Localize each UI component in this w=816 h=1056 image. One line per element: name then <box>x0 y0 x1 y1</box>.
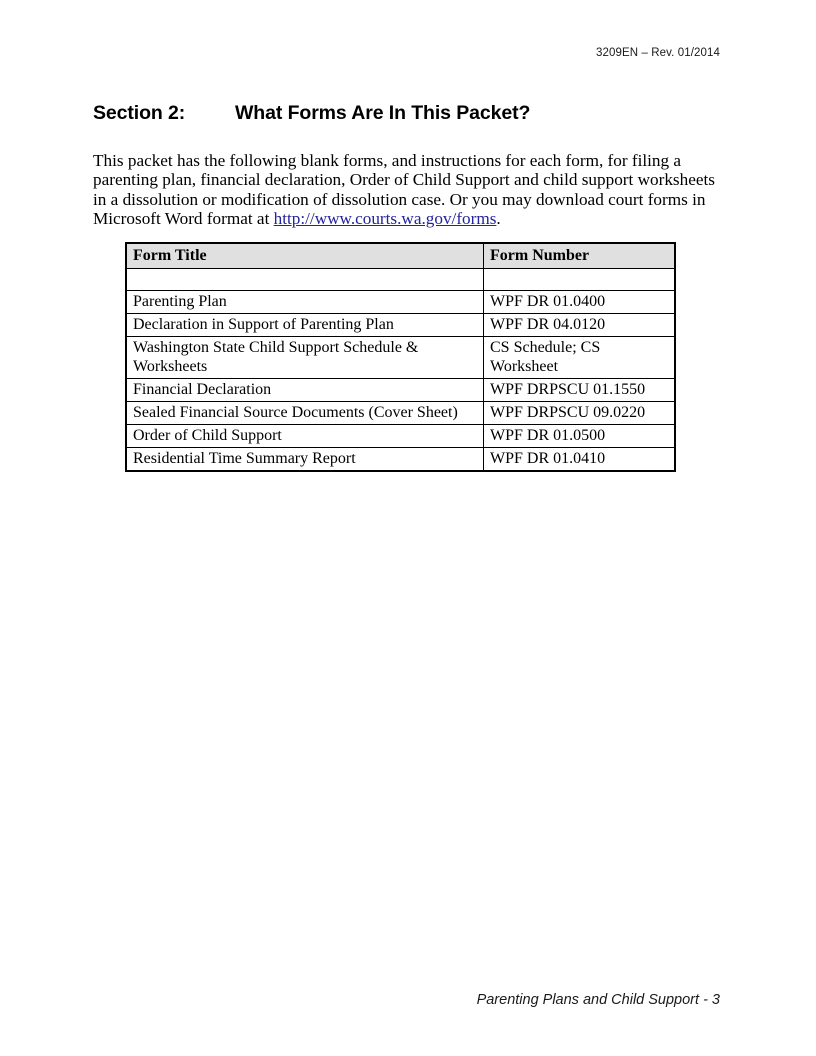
intro-paragraph <box>93 151 721 228</box>
cell-form-title: Order of Child Support <box>126 425 484 448</box>
section-heading <box>93 102 530 125</box>
table-row <box>126 448 675 472</box>
cell-form-number <box>484 269 676 291</box>
cell-form-number: WPF DR 01.0400 <box>484 291 676 314</box>
cell-form-number: WPF DRPSCU 09.0220 <box>484 402 676 425</box>
forms-table-body <box>126 269 675 472</box>
cell-form-title <box>126 269 484 291</box>
cell-form-title: Residential Time Summary Report <box>126 448 484 472</box>
column-header-form-number: Form Number <box>484 243 676 269</box>
document-header <box>93 47 720 59</box>
revision-label: 3209EN – Rev. 01/2014 <box>595 47 720 59</box>
intro-text-before-link: This packet has the following blank forms, and instructions for each form, for filing a parenting plan, financial declaration, Order of Child Support and child support worksheets in a dissolution or modification of dissolution case. Or you may download court forms in Microsoft Word format at <box>93 151 715 229</box>
footer-label: Parenting Plans and Child Support - 3 <box>476 992 720 1008</box>
cell-form-title: Washington State Child Support Schedule & Worksheets <box>126 337 484 379</box>
column-header-form-title: Form Title <box>126 243 484 269</box>
cell-form-title: Financial Declaration <box>126 379 484 402</box>
section-title-label: What Forms Are In This Packet? <box>235 102 531 124</box>
table-header-row <box>126 243 675 269</box>
table-row <box>126 425 675 448</box>
table-row <box>126 291 675 314</box>
table-row <box>126 314 675 337</box>
cell-form-title: Sealed Financial Source Documents (Cover Sheet) <box>126 402 484 425</box>
cell-form-number: CS Schedule; CS Worksheet <box>484 337 676 379</box>
cell-form-number: WPF DR 01.0410 <box>484 448 676 472</box>
cell-form-title: Parenting Plan <box>126 291 484 314</box>
cell-form-title: Declaration in Support of Parenting Plan <box>126 314 484 337</box>
forms-table <box>125 242 676 472</box>
cell-form-number: WPF DR 04.0120 <box>484 314 676 337</box>
table-row <box>126 379 675 402</box>
section-number-label: Section 2: <box>93 102 186 124</box>
table-row <box>126 269 675 291</box>
cell-form-number: WPF DR 01.0500 <box>484 425 676 448</box>
forms-table-container <box>125 242 649 472</box>
table-row <box>126 337 675 379</box>
court-forms-link[interactable]: http://www.courts.wa.gov/forms <box>273 209 497 229</box>
intro-text-after-link: . <box>496 209 501 229</box>
cell-form-number: WPF DRPSCU 01.1550 <box>484 379 676 402</box>
document-footer <box>93 992 720 1008</box>
forms-table-head <box>126 243 675 269</box>
table-row <box>126 402 675 425</box>
